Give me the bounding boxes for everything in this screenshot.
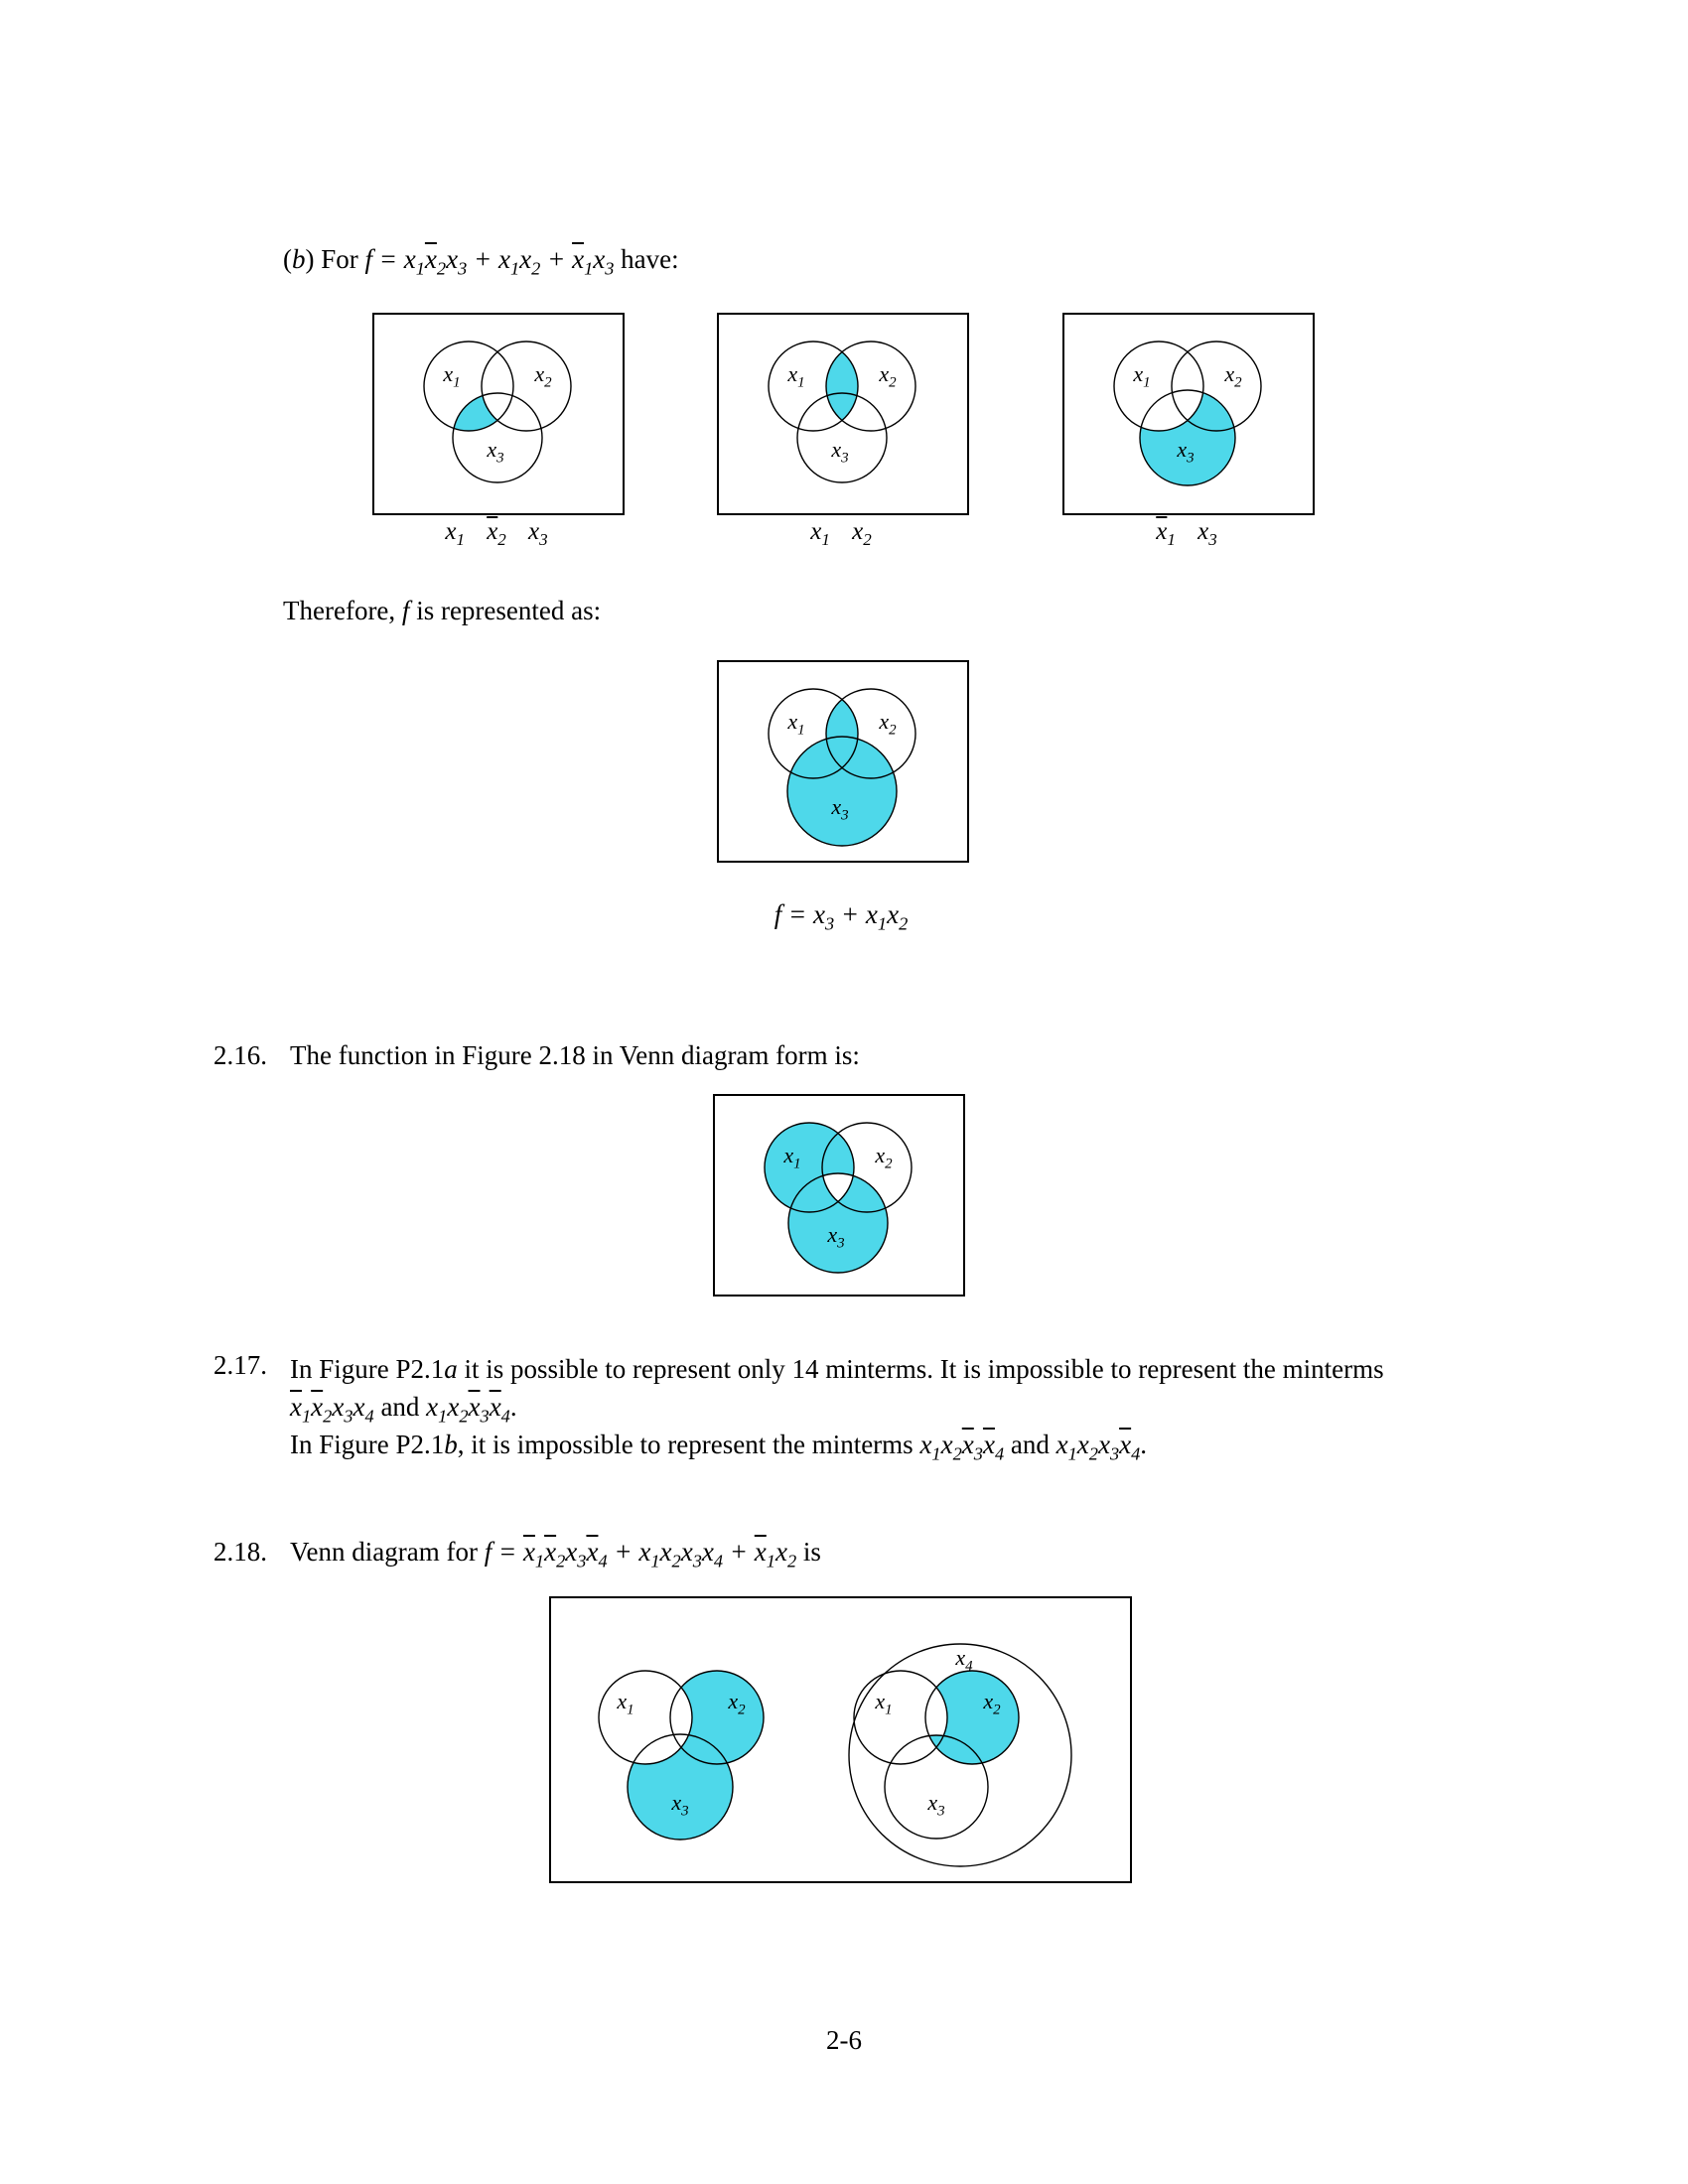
label-x1: $x_1$ [787,709,805,739]
page-number: 2-6 [826,2025,862,2055]
caption-x1-notx2-x3: $x_1$ $\overline{x}_2$ $x_3$ [445,518,548,549]
label-x2: $x_2$ [879,361,897,391]
venn-diagram-result [717,660,969,863]
label-x1: $x_1$ [443,361,461,391]
venn-svg-3 [1064,315,1313,513]
section-2-18 [213,1537,821,1571]
label-x2: $x_2$ [875,1143,893,1172]
section-text: Venn diagram for $f = \overline{x}_1\overline{x}_2x_3\overline{x}_4 + x_1x_2x_3x_4 + \overline{x}_1x_2$ is [290,1537,821,1571]
venn-diagram-2-16 [713,1094,965,1297]
label-x3: $x_3$ [1177,437,1195,467]
label-x3: $x_3$ [831,437,849,467]
label-x1: $x_1$ [787,361,805,391]
venn-diagram-notx1-x3 [1062,313,1315,515]
section-text: The function in Figure 2.18 in Venn diagram form is: [290,1040,860,1070]
section-number: 2.17. [213,1350,267,1380]
section-number: 2.16. [213,1040,267,1070]
left-label-x1: $x_1$ [617,1689,634,1718]
label-x3: $x_3$ [827,1222,845,1252]
therefore-line: Therefore, f is represented as: [283,596,602,625]
venn-svg-2-18 [551,1598,1130,1881]
section-number: 2.18. [213,1537,267,1567]
venn-diagram-2-18 [549,1596,1132,1883]
caption-notx1-x3: $\overline{x}_1$ $x_3$ [1156,518,1217,549]
paragraph-line: $\overline{x}_1\overline{x}_2x_3x_4$ and $x_1x_2\overline{x}_3\overline{x}_4$. [290,1392,517,1427]
venn-svg-2-16 [715,1096,963,1295]
right-circle-x3 [885,1735,988,1839]
label-x2: $x_2$ [879,709,897,739]
right-label-x1: $x_1$ [875,1689,893,1718]
venn-svg-2 [719,315,967,513]
label-x1: $x_1$ [1133,361,1151,391]
section-2-17 [213,1350,1384,1463]
venn-diagram-x1-notx2-x3 [372,313,625,515]
label-x2: $x_2$ [534,361,552,391]
left-label-x3: $x_3$ [671,1790,689,1820]
label-x1: $x_1$ [783,1143,801,1172]
right-label-x2: $x_2$ [983,1689,1001,1718]
venn-svg-result [719,662,967,861]
part-b-intro: (b) For $f = x_1\overline{x}_2x_3 + x_1x_2 + \overline{x}_1x_3$ have: [283,244,679,279]
venn-diagram-x1-x2 [717,313,969,515]
right-label-x3: $x_3$ [927,1790,945,1820]
caption-x1-x2: $x_1$ $x_2$ [810,518,872,549]
paragraph-line: In Figure P2.1b, it is impossible to represent the minterms $x_1x_2\overline{x}_3\overline{x}_4$ and $x_1x_2x_3\overline{x}_4$. [290,1430,1148,1464]
venn-svg-1 [374,315,623,513]
section-2-16 [213,1040,860,1071]
label-x3: $x_3$ [487,437,504,467]
label-x2: $x_2$ [1224,361,1242,391]
left-label-x2: $x_2$ [728,1689,746,1718]
section-2-17-text [290,1350,1384,1463]
paragraph-line: In Figure P2.1a it is possible to represent only 14 minterms. It is impossible to represent the minterms [290,1354,1384,1384]
right-label-x4: $x_4$ [955,1645,973,1675]
label-x3: $x_3$ [831,794,849,824]
result-formula: $f = x_3 + x_1x_2$ [774,899,909,934]
